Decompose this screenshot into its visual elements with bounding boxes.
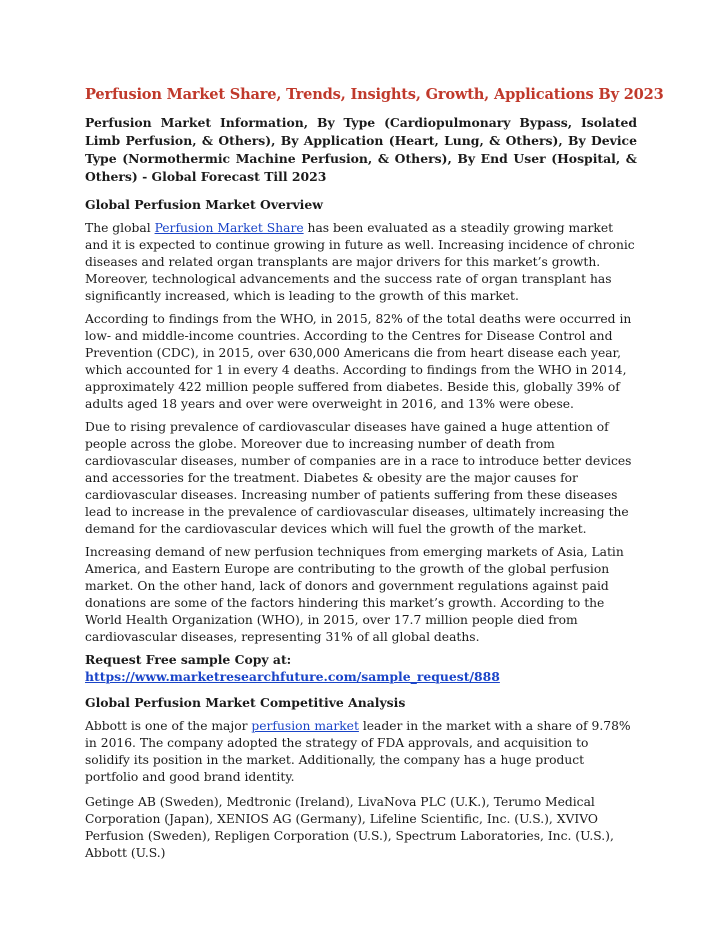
emerging-markets-paragraph: Increasing demand of new perfusion techniques from emerging markets of Asia, Latin America, and Eastern Europe are contributing to the growth of the global perfusion market. On the other hand, lack of donors and government regulations against paid donations are some of the factors hindering this market’s growth. According to the World Health Organization (WHO), in 2015, over 17.7 million people died from cardiovascular diseases, representing 31% of all global deaths. [85,545,624,644]
paragraph-text: Abbott is one of the major [85,719,252,733]
paragraph-text: The global [85,221,155,235]
cardiovascular-paragraph: Due to rising prevalence of cardiovascular diseases have gained a huge attention of people across the globe. Moreover due to increasing number of death from cardiovascular diseases, number of companies are in a race to introduce better devices and accessories for the treatment. Diabetes & obesity are the major causes for cardiovascular diseases. Increasing number of patients suffering from these diseases lead to increase in the prevalence of cardiovascular diseases, ultimately increasing the demand for the cardiovascular devices which will fuel the growth of the market. [85,420,632,536]
perfusion-market-link[interactable]: perfusion market [251,719,359,733]
overview-heading: Global Perfusion Market Overview [85,197,323,212]
abbott-paragraph [85,718,637,786]
paragraph-text: leader in the market with a share of 9.78% in 2016. The company adopted the strategy of FDA approvals, and acquisition to solidify its position in the market. Additionally, the company has a huge product portfolio and good brand identity. [85,719,631,784]
request-sample-link[interactable]: https://www.marketresearchfuture.com/sample_request/888 [85,669,500,684]
document-subtitle: Perfusion Market Information, By Type (Cardiopulmonary Bypass, Isolated Limb Perfusion, & Others), By Application (Heart, Lung, & Others), By Device Type (Normothermic Machine Perfusion, & Others), By End User (Hospital, & Others) - Global Forecast Till 2023 [85,115,637,184]
overview-paragraph [85,220,637,305]
paragraph-text: has been evaluated as a steadily growing market and it is expected to continue growing in future as well. Increasing incidence of chronic diseases and related organ transplants are major drivers for this market’s growth. Moreover, technological advancements and the success rate of organ transplant has significantly increased, which is leading to the growth of this market. [85,221,635,303]
competitive-analysis-heading: Global Perfusion Market Competitive Analysis [85,695,406,710]
who-statistics-paragraph: According to findings from the WHO, in 2015, 82% of the total deaths were occurred in low- and middle-income countries. According to the Centres for Disease Control and Prevention (CDC), in 2015, over 630,000 Americans die from heart disease each year, which accounted for 1 in every 4 deaths. According to findings from the WHO in 2014, approximately 422 million people suffered from diabetes. Beside this, globally 39% of adults aged 18 years and over were overweight in 2016, and 13% were obese. [85,312,632,411]
document-title: Perfusion Market Share, Trends, Insights, Growth, Applications By 2023 [85,86,664,103]
perfusion-market-share-link[interactable]: Perfusion Market Share [154,221,304,235]
companies-paragraph: Getinge AB (Sweden), Medtronic (Ireland), LivaNova PLC (U.K.), Terumo Medical Corporation (Japan), XENIOS AG (Germany), Lifeline Scientific, Inc. (U.S.), XVIVO Perfusion (Sweden), Repligen Corporation (U.S.), Spectrum Laboratories, Inc. (U.S.), Abbott (U.S.) [85,795,614,860]
request-sample-label: Request Free sample Copy at: [85,652,292,667]
